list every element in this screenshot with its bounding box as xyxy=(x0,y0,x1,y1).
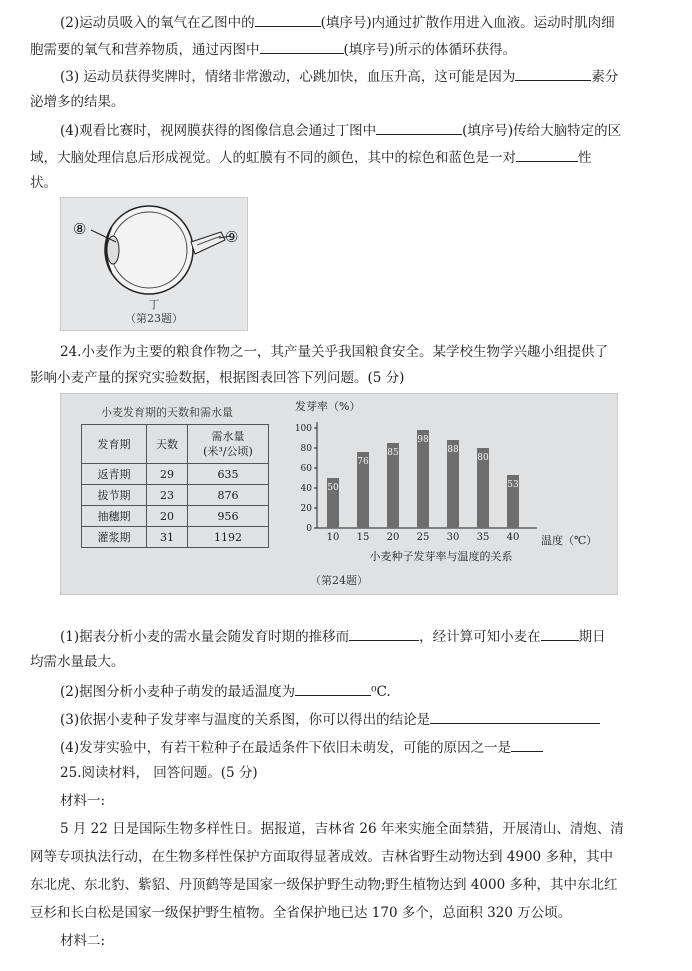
material-1-label: 材料一: xyxy=(60,793,106,809)
x-tick-label: 30 xyxy=(446,532,460,543)
q23-4-line3: 状。 xyxy=(30,175,57,191)
answer-blank[interactable] xyxy=(349,626,419,641)
bar-value-label: 88 xyxy=(447,445,459,455)
q23-2-line1: (2)运动员吸入的氧气在乙图中的 (填序号)内通过扩散作用进入血液。运动时肌肉细 xyxy=(60,12,615,32)
answer-blank[interactable] xyxy=(430,709,600,724)
q24-line1: 24.小麦作为主要的粮食作物之一，其产量关乎我国粮食安全。某学校生物学兴趣小组提供了 xyxy=(60,344,608,360)
material-1-line3: 东北虎、东北豹、紫貂、丹顶鹤等是国家一级保护野生动物;野生植物达到 4000 多种，其中东北红 xyxy=(30,877,618,893)
q24-4: (4)发芽实验中，有若干粒种子在最适条件下依旧未萌发，可能的原因之一是 xyxy=(60,737,543,757)
table-row: 灌浆期 31 1192 xyxy=(82,527,269,548)
bar-value-label: 98 xyxy=(417,435,429,445)
figure-caption-number: （第23题） xyxy=(125,312,183,325)
figure-caption-label: 丁 xyxy=(148,298,160,311)
y-tick-label: 60 xyxy=(300,464,312,474)
table-row: 抽穗期 20 956 xyxy=(82,506,269,527)
bar-value-label: 85 xyxy=(387,448,399,458)
eye-figure xyxy=(60,197,248,331)
chart-xlabel: 温度（℃） xyxy=(541,534,598,547)
material-1-line1: 5 月 22 日是国际生物多样性日。据报道，吉林省 26 年来实施全面禁猎，开展清山、清炮、清 xyxy=(60,821,624,837)
header-water: 需水量 (米³/公顷) xyxy=(188,425,269,464)
germination-chart xyxy=(281,396,611,572)
bar-value-label: 80 xyxy=(477,453,489,463)
table-title: 小麦发育期的天数和需水量 xyxy=(101,406,233,419)
header-stage: 发育期 xyxy=(82,425,147,464)
q23-3-line2: 泌增多的结果。 xyxy=(30,94,125,110)
x-tick-label: 35 xyxy=(476,532,490,543)
bar-value-label: 53 xyxy=(507,480,519,490)
bar-value-label: 50 xyxy=(327,483,339,493)
q23-3-line1: (3) 运动员获得奖牌时，情绪非常激动，心跳加快，血压升高，这可能是因为 素分 xyxy=(60,66,618,86)
answer-blank[interactable] xyxy=(511,737,543,752)
answer-blank[interactable] xyxy=(295,681,371,696)
q24-2: (2)据图分析小麦种子萌发的最适温度为 ⁰C. xyxy=(60,681,391,701)
figure-24 xyxy=(60,393,618,595)
header-days: 天数 xyxy=(147,425,188,464)
chart-bars xyxy=(327,430,519,528)
material-1-line4: 豆杉和长白松是国家一级保护野生植物。全省保护地已达 170 多个，总面积 320 万公顷。 xyxy=(30,905,572,921)
q23-2-line2: 胞需要的氧气和营养物质，通过丙图中 (填序号)所示的体循环获得。 xyxy=(30,39,516,59)
chart-title: 小麦种子发芽率与温度的关系 xyxy=(369,550,513,563)
x-tick-label: 10 xyxy=(326,532,340,543)
x-tick-label: 15 xyxy=(356,532,370,543)
x-tick-label: 40 xyxy=(506,532,520,543)
answer-blank[interactable] xyxy=(541,626,579,641)
y-tick-label: 20 xyxy=(300,504,312,514)
chart-xticks xyxy=(327,532,520,543)
x-tick-label: 20 xyxy=(386,532,400,543)
answer-blank[interactable] xyxy=(516,147,578,162)
q24-3: (3)依据小麦种子发芽率与温度的关系图，你可以得出的结论是 xyxy=(60,709,600,729)
answer-blank[interactable] xyxy=(260,39,344,54)
table-row: 拔节期 23 876 xyxy=(82,485,269,506)
q23-4-line1: (4)观看比赛时，视网膜获得的图像信息会通过丁图中 (填序号)传给大脑特定的区 xyxy=(60,120,621,140)
eye-diagram xyxy=(61,198,247,298)
figure-caption: （第24题） xyxy=(310,574,368,587)
y-tick-label: 80 xyxy=(300,444,312,454)
y-tick-label: 0 xyxy=(306,524,312,534)
chart-ylabel: 发芽率（%） xyxy=(295,400,361,413)
chart-yticks xyxy=(295,424,317,534)
answer-blank[interactable] xyxy=(376,120,462,135)
q23-4-line2: 域，大脑处理信息后形成视觉。人的虹膜有不同的颜色，其中的棕色和蓝色是一对 性 xyxy=(30,147,592,167)
table-header-row xyxy=(82,425,269,464)
y-tick-label: 100 xyxy=(294,424,312,434)
label-8: ⑧ xyxy=(73,220,87,238)
label-9: ⑨ xyxy=(225,228,239,246)
bar-value-label: 76 xyxy=(357,457,369,467)
material-2-label: 材料二: xyxy=(60,933,106,949)
answer-blank[interactable] xyxy=(255,12,321,27)
table-row: 返青期 29 635 xyxy=(82,464,269,485)
y-tick-label: 40 xyxy=(300,484,312,494)
material-1-line2: 网等专项执法行动，在生物多样性保护方面取得显著成效。吉林省野生动物达到 4900 多种，其中 xyxy=(30,849,613,865)
q25-heading: 25.阅读材料， 回答问题。(5 分) xyxy=(60,765,258,781)
q24-1-line1: (1)据表分析小麦的需水量会随发育时期的推移而 ，经计算可知小麦在 期日 xyxy=(60,626,606,646)
x-tick-label: 25 xyxy=(416,532,430,543)
growth-table xyxy=(81,424,269,548)
q24-1-line2: 均需水量最大。 xyxy=(30,654,125,670)
answer-blank[interactable] xyxy=(515,66,591,81)
q24-line2: 影响小麦产量的探究实验数据，根据图表回答下列问题。(5 分) xyxy=(30,370,405,386)
